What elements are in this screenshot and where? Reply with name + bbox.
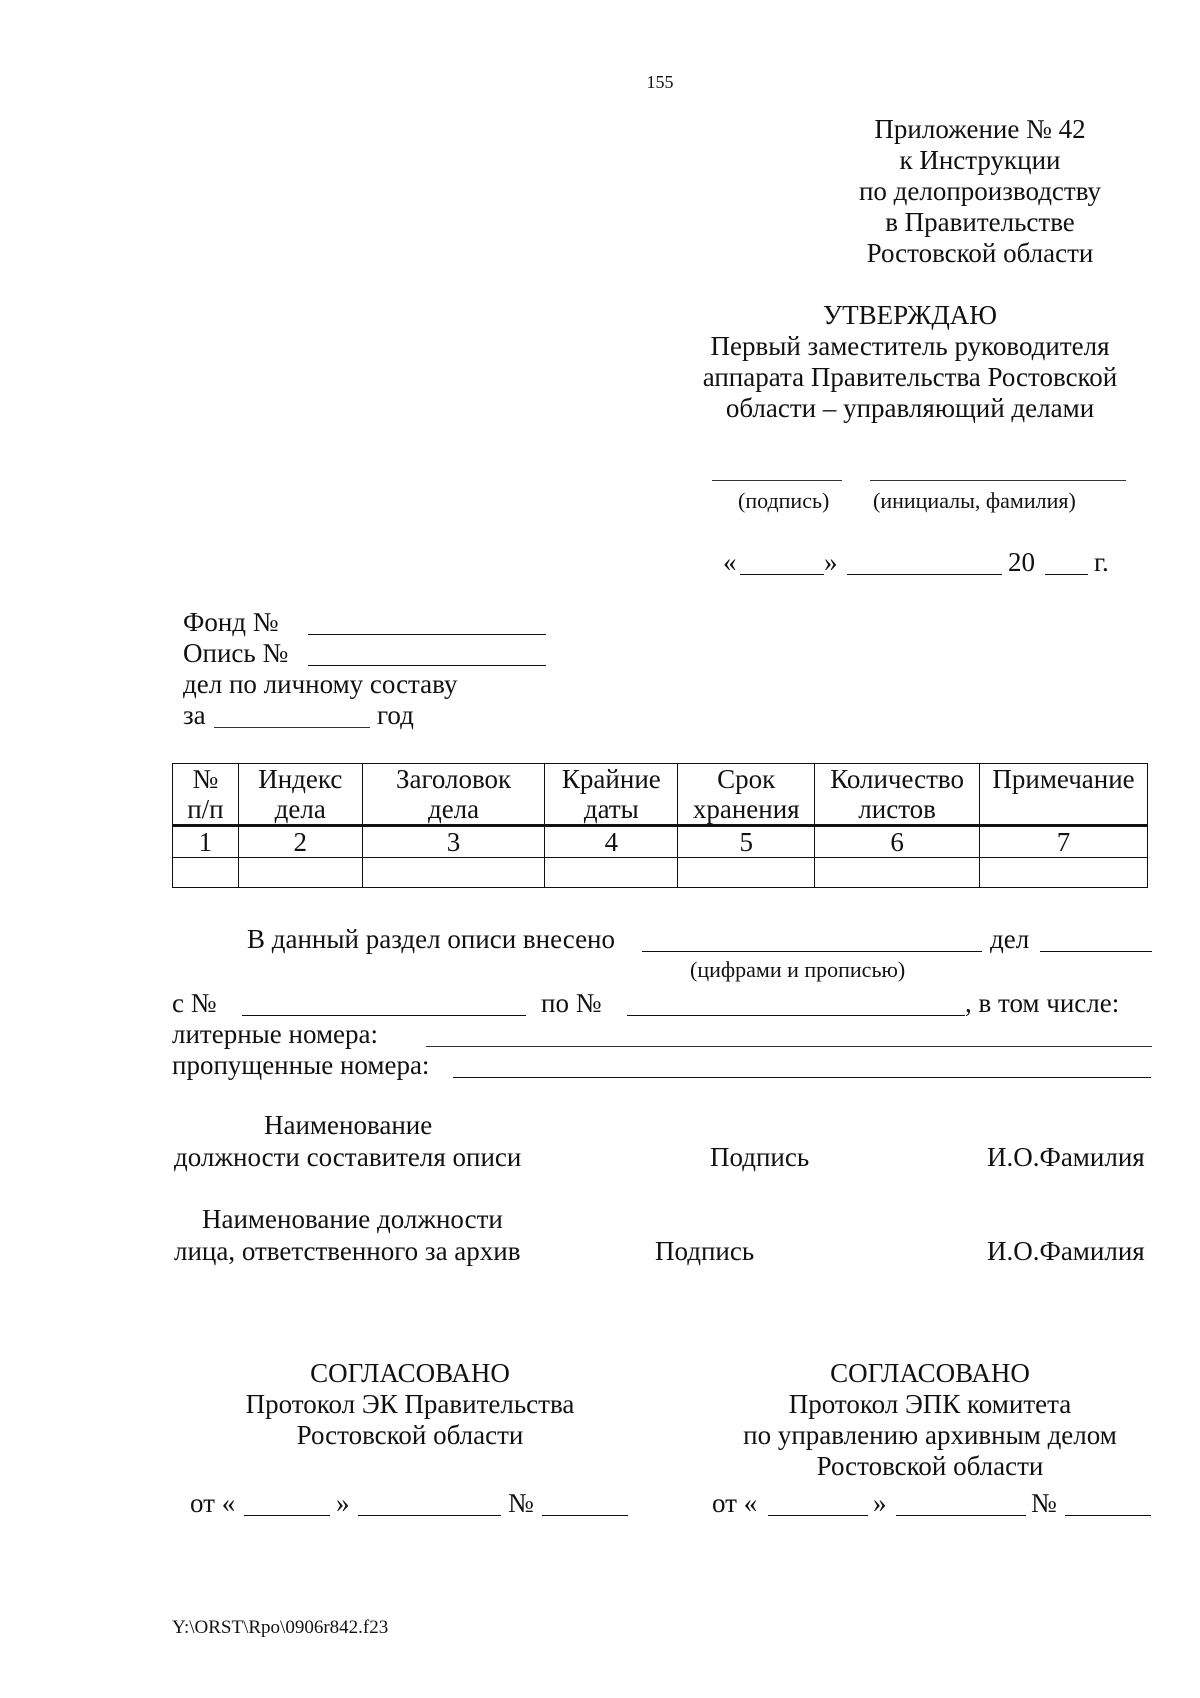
letter-numbers-line[interactable] (426, 1046, 1152, 1047)
agreed-right-line: Протокол ЭПК комитета (788, 1389, 1072, 1419)
date-close-quote: » (824, 547, 838, 577)
table-cell[interactable] (545, 858, 678, 888)
compiler-title-line: должности составителя описи (174, 1142, 522, 1172)
archive-signature: Подпись (655, 1236, 755, 1266)
table-header-cell: Количество листов (815, 764, 980, 826)
entered-label: В данный раздел описи внесено (247, 924, 616, 954)
appendix-block (820, 114, 1140, 269)
table-cell: 3 (362, 826, 545, 858)
agreed-left-month-line[interactable] (358, 1515, 501, 1516)
agreed-right-line: Ростовской области (816, 1451, 1044, 1481)
approve-line: аппарата Правительства Ростовской (702, 362, 1118, 392)
name-line[interactable] (870, 480, 1126, 481)
table-cell[interactable] (238, 858, 362, 888)
agreed-right-title: СОГЛАСОВАНО (830, 1358, 1030, 1388)
table-header-row (173, 764, 1148, 826)
appendix-line: по делопроизводству (858, 176, 1102, 206)
compiler-name: И.О.Фамилия (987, 1142, 1145, 1172)
agreed-left-line: Протокол ЭК Правительства (245, 1389, 575, 1419)
including-label: , в том числе: (965, 988, 1120, 1018)
date-month-line[interactable] (847, 574, 1002, 575)
year-prefix-label: за (183, 700, 206, 730)
agreed-right-close-quote: » (873, 1488, 887, 1518)
table-cell[interactable] (362, 858, 545, 888)
table-cell: 6 (815, 826, 980, 858)
signature-line[interactable] (712, 480, 842, 481)
agreed-right-number-line[interactable] (1065, 1515, 1151, 1516)
agreed-right-day-line[interactable] (768, 1515, 868, 1516)
from-number-line[interactable] (242, 1015, 526, 1016)
date-day-line[interactable] (740, 574, 824, 575)
approve-block (680, 300, 1140, 424)
agreed-left-title: СОГЛАСОВАНО (310, 1358, 510, 1388)
table-cell: 7 (980, 826, 1148, 858)
agreed-left-day-line[interactable] (244, 1515, 330, 1516)
page-number: 155 (646, 72, 674, 92)
agreed-left-close-quote: » (336, 1488, 350, 1518)
table-header-cell: Крайние даты (545, 764, 678, 826)
table-header-cell: Заголовок дела (362, 764, 545, 826)
appendix-line: Приложение № 42 (874, 114, 1086, 144)
name-caption: (инициалы, фамилия) (873, 488, 1076, 513)
cases-count-line[interactable] (1040, 951, 1152, 952)
agreed-right-block (715, 1358, 1145, 1482)
opis-number-line[interactable] (308, 665, 546, 666)
archive-title-line: Наименование должности (202, 1204, 503, 1234)
compiler-signature: Подпись (710, 1142, 810, 1172)
table-cell: 5 (678, 826, 815, 858)
missed-numbers-line[interactable] (453, 1077, 1151, 1078)
archive-title-line: лица, ответственного за архив (174, 1236, 521, 1266)
fond-label: Фонд № (183, 607, 279, 637)
year-suffix-label: год (377, 700, 414, 730)
agreed-left-block (210, 1358, 610, 1451)
letter-numbers-label: литерные номера: (172, 1019, 379, 1049)
agreed-right-line: по управлению архивным делом (743, 1420, 1117, 1450)
appendix-line: к Инструкции (899, 145, 1061, 175)
to-number-line[interactable] (627, 1015, 965, 1016)
inventory-subject: дел по личному составу (183, 669, 458, 699)
date-open-quote: « (723, 547, 737, 577)
appendix-line: в Правительстве (885, 207, 1075, 237)
missed-numbers-label: пропущенные номера: (172, 1050, 430, 1080)
table-cell[interactable] (815, 858, 980, 888)
year-suffix: г. (1094, 547, 1109, 577)
compiler-title-line: Наименование (264, 1110, 433, 1140)
date-year-line[interactable] (1045, 574, 1088, 575)
agreed-right-from-label: от « (712, 1488, 758, 1518)
agreed-left-number-line[interactable] (542, 1515, 628, 1516)
digits-caption: (цифрами и прописью) (690, 957, 906, 982)
table-row[interactable] (173, 858, 1148, 888)
approve-line: Первый заместитель руководителя (710, 331, 1110, 361)
to-label: по № (541, 988, 602, 1018)
entered-count-line[interactable] (642, 951, 982, 952)
table-header-cell: Индекс дела (238, 764, 362, 826)
from-label: с № (172, 988, 217, 1018)
approve-title: УТВЕРЖДАЮ (822, 300, 998, 330)
table-cell: 4 (545, 826, 678, 858)
table-header-cell: Срок хранения (678, 764, 815, 826)
table-cell[interactable] (173, 858, 239, 888)
cases-label: дел (990, 924, 1030, 954)
year-prefix: 20 (1008, 547, 1035, 577)
table-cell: 2 (238, 826, 362, 858)
table-header-cell: № п/п (173, 764, 239, 826)
signature-caption: (подпись) (738, 488, 830, 513)
opis-label: Опись № (183, 638, 289, 668)
appendix-line: Ростовской области (866, 238, 1094, 268)
table-header-cell: Примечание (980, 764, 1148, 826)
agreed-right-month-line[interactable] (896, 1515, 1026, 1516)
footer-file-path: Y:\ORST\Rpo\0906r842.f23 (172, 1617, 389, 1638)
table-cell[interactable] (980, 858, 1148, 888)
table-cell: 1 (173, 826, 239, 858)
agreed-left-number-label: № (508, 1488, 534, 1518)
fond-number-line[interactable] (308, 634, 546, 635)
agreed-right-number-label: № (1031, 1488, 1057, 1518)
archive-name: И.О.Фамилия (987, 1236, 1145, 1266)
agreed-left-from-label: от « (190, 1488, 236, 1518)
approve-line: области – управляющий делами (725, 393, 1095, 423)
table-number-row (173, 826, 1148, 858)
table-cell[interactable] (678, 858, 815, 888)
agreed-left-line: Ростовской области (296, 1420, 524, 1450)
inventory-year-line[interactable] (214, 727, 370, 728)
inventory-table (172, 763, 1148, 888)
